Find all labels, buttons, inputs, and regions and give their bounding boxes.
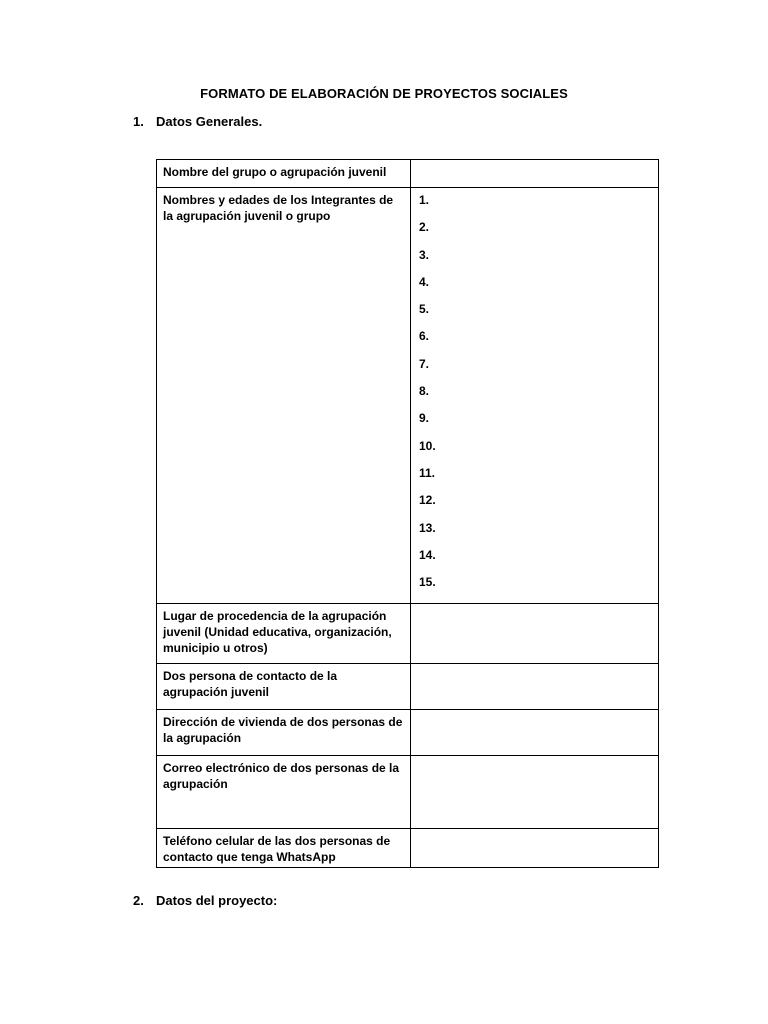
section-title: Datos Generales. (156, 114, 263, 129)
row-value-persona-contacto[interactable] (411, 664, 659, 710)
list-item: 3. (419, 247, 430, 262)
table-row (157, 188, 659, 604)
section-title: Datos del proyecto: (156, 893, 278, 908)
section-heading-datos-proyecto (133, 893, 277, 908)
list-item: 1. (419, 193, 430, 207)
row-value-nombre-grupo[interactable] (411, 160, 659, 188)
section-number: 1. (133, 114, 144, 129)
row-value-lugar-procedencia[interactable] (411, 604, 659, 664)
table-row (157, 664, 659, 710)
list-item: 4. (419, 274, 430, 289)
list-item: 10. (419, 438, 436, 453)
row-label-lugar-procedencia: Lugar de procedencia de la agrupación juvenil (Unidad educativa, organización, municipio u otros) (157, 604, 411, 664)
row-value-telefono-celular[interactable] (411, 829, 659, 868)
list-item: 14. (419, 547, 436, 562)
row-value-correo-electronico[interactable] (411, 756, 659, 829)
list-item: 6. (419, 329, 430, 344)
section-number: 2. (133, 893, 144, 908)
row-value-integrantes[interactable] (411, 188, 659, 604)
list-item: 15. (419, 575, 436, 590)
list-item: 8. (419, 384, 430, 399)
table-row (157, 829, 659, 868)
row-label-persona-contacto: Dos persona de contacto de la agrupación juvenil (157, 664, 411, 710)
document-title: FORMATO DE ELABORACIÓN DE PROYECTOS SOCIALES (200, 86, 568, 101)
row-value-direccion-vivienda[interactable] (411, 710, 659, 756)
table-row (157, 756, 659, 829)
list-item: 13. (419, 520, 436, 535)
list-item: 2. (419, 220, 430, 235)
row-label-telefono-celular: Teléfono celular de las dos personas de contacto que tenga WhatsApp (157, 829, 411, 868)
list-item: 9. (419, 411, 430, 426)
list-item: 11. (419, 465, 436, 480)
row-label-correo-electronico: Correo electrónico de dos personas de la agrupación (157, 756, 411, 829)
table-row (157, 604, 659, 664)
list-item: 7. (419, 356, 430, 371)
row-label-nombre-grupo: Nombre del grupo o agrupación juvenil (157, 160, 411, 188)
table-row (157, 160, 659, 188)
section-heading-datos-generales (133, 114, 262, 129)
table-row (157, 710, 659, 756)
datos-generales-table (156, 159, 659, 868)
row-label-direccion-vivienda: Dirección de vivienda de dos personas de la agrupación (157, 710, 411, 756)
list-item: 5. (419, 302, 430, 317)
list-item: 12. (419, 493, 436, 508)
member-number-list (417, 192, 652, 601)
row-label-integrantes: Nombres y edades de los Integrantes de la agrupación juvenil o grupo (157, 188, 411, 604)
